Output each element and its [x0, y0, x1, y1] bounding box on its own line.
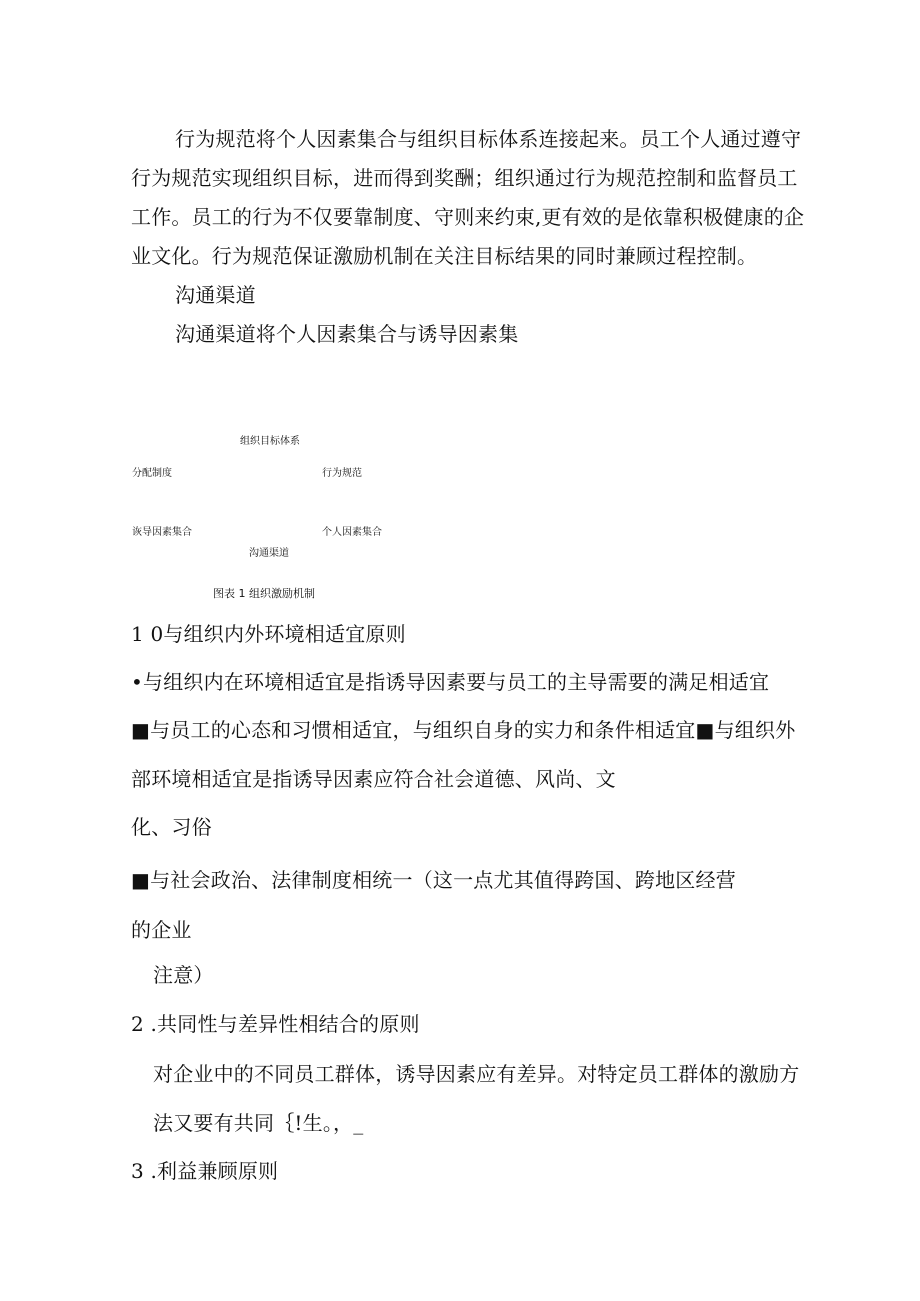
section-1-bullet-2-line-2: 部环境相适宜是指诱导因素应符合社会道德、风尚、文 [131, 767, 616, 791]
section-1-bullet-3-line-1: ■与社会政治、法律制度相统一（这一点尤其值得跨国、跨地区经营 [131, 868, 736, 892]
diagram-personal-factors: 个人因素集合 [322, 527, 382, 538]
section-2-line-2: 法又要有共同｛!生。，_ [153, 1111, 364, 1135]
diagram-org-goal-system: 组织目标体系 [240, 436, 300, 447]
diagram-distribution-system: 分配制度 [132, 468, 172, 479]
diagram-caption: 图表 1 组织激励机制 [213, 587, 315, 600]
paragraph-1-line-1: 行为规范将个人因素集合与组织目标体系连接起来。员工个人通过遵守 [175, 127, 802, 151]
section-2-line-1: 对企业中的不同员工群体，诱导因素应有差异。对特定员工群体的激励方 [153, 1062, 800, 1086]
section-1-bullet-1: •与组织内在环境相适宜是指诱导因素要与员工的主导需要的满足相适宜 [131, 670, 770, 694]
section-1-bullet-3-line-2: 的企业 [131, 918, 192, 942]
section-2-title: 2 .共同性与差异性相结合的原则 [131, 1012, 420, 1036]
paragraph-1-line-4: 业文化。行为规范保证激励机制在关注目标结果的同时兼顾过程控制。 [131, 244, 758, 268]
paragraph-2: 沟通渠道将个人因素集合与诱导因素集 [175, 322, 519, 346]
section-1-bullet-2-line-1: ■与员工的心态和习惯相适宜，与组织自身的实力和条件相适宜■与组织外 [131, 718, 796, 742]
section-3-title: 3 .利益兼顾原则 [131, 1159, 279, 1183]
diagram-communication-channel: 沟通渠道 [249, 548, 289, 559]
diagram-induction-factors: 诙导因素集合 [132, 527, 192, 538]
paragraph-1-line-2: 行为规范实现组织目标，进而得到奖酬；组织通过行为规范控制和监督员工 [131, 166, 798, 190]
diagram-behavior-norms: 行为规范 [322, 468, 362, 479]
section-1-title: 1 0与组织内外环境相适宜原则 [131, 622, 406, 646]
paragraph-1-line-3: 工作。员工的行为不仅要靠制度、守则来约束,更有效的是依靠积极健康的企 [131, 205, 805, 229]
section-1-bullet-2-line-3: 化、习俗 [131, 815, 212, 839]
heading-communication-channel: 沟通渠道 [175, 283, 256, 307]
section-1-bullet-3-line-3: 注意） [153, 963, 214, 987]
